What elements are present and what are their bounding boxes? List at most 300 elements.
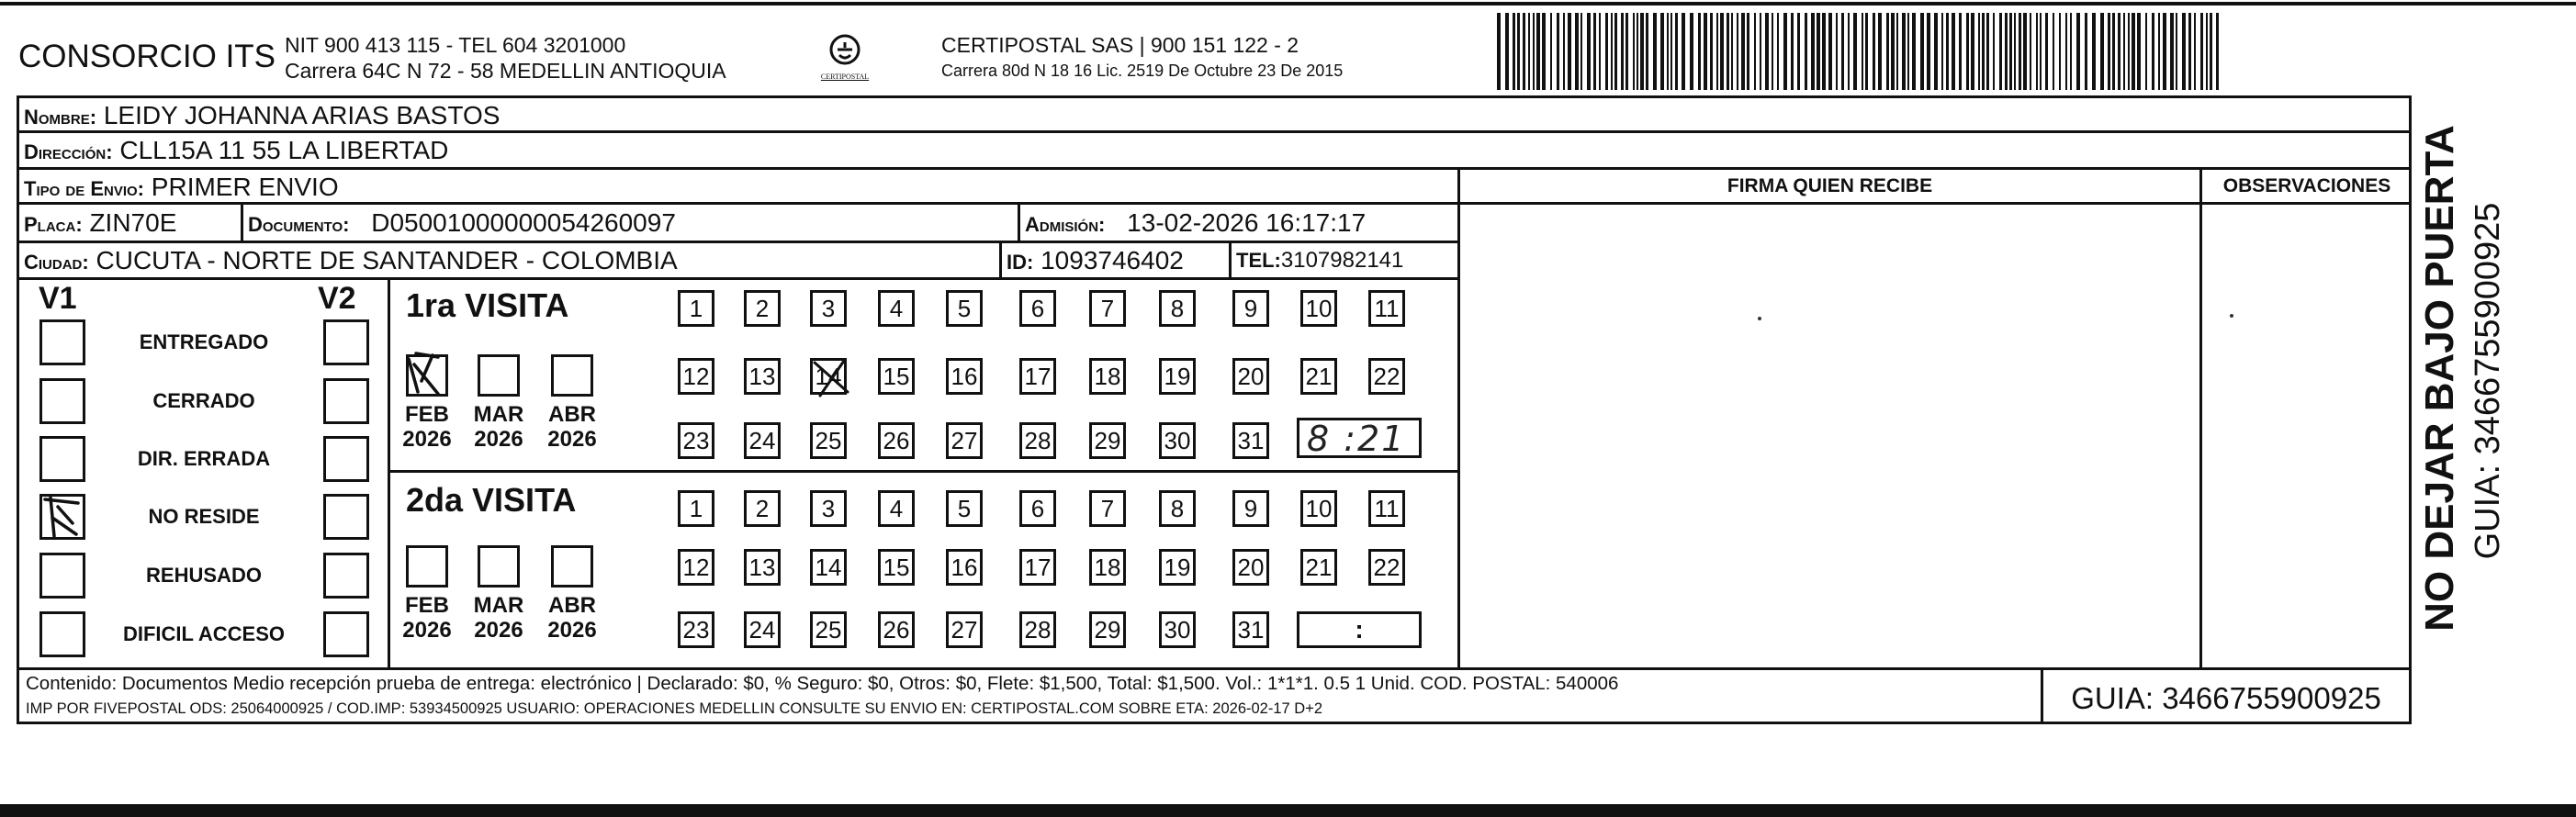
first-visit-time: 8 :21 — [1307, 419, 1406, 459]
firma-header: FIRMA QUIEN RECIBE — [1727, 175, 1933, 196]
barcode-bar — [1633, 13, 1635, 90]
day-box[interactable] — [678, 358, 714, 395]
barcode-bar — [2019, 13, 2021, 90]
day-box[interactable] — [744, 611, 781, 648]
barcode-bar — [1896, 13, 1898, 90]
day-number: 25 — [815, 427, 842, 454]
day-box[interactable] — [878, 422, 915, 459]
day-number: 8 — [1170, 295, 1185, 322]
month-checkbox-abr[interactable] — [551, 545, 593, 588]
barcode-bar — [2023, 13, 2027, 90]
month-label — [399, 593, 455, 643]
barcode-bar — [1754, 13, 1756, 90]
side-guia: GUIA: 3466755900925 — [2469, 202, 2507, 560]
month-checkbox-mar[interactable] — [478, 545, 520, 588]
v2-checkbox[interactable] — [323, 436, 369, 482]
form-bottom-border — [17, 722, 2412, 724]
barcode-bar — [2200, 13, 2203, 90]
reason-label: REHUSADO — [146, 564, 262, 587]
day-box[interactable] — [878, 290, 915, 327]
day-box[interactable] — [1368, 358, 1405, 395]
month-year: 2026 — [474, 618, 523, 643]
id-value: 1093746402 — [1041, 246, 1184, 274]
day-number: 14 — [815, 363, 842, 390]
day-box[interactable] — [810, 490, 847, 527]
signature-area[interactable] — [1460, 205, 2199, 667]
reason-label: DIFICIL ACCESO — [122, 622, 285, 645]
day-box[interactable] — [946, 549, 983, 586]
v1-checkbox[interactable] — [39, 436, 85, 482]
tipo-row — [24, 173, 339, 202]
day-box[interactable] — [946, 611, 983, 648]
barcode-bar — [1912, 13, 1916, 90]
day-number: 20 — [1237, 554, 1265, 581]
month-year: 2026 — [547, 427, 597, 452]
day-number: 22 — [1373, 363, 1400, 390]
visits-split-line — [388, 470, 1460, 473]
barcode-bar — [1505, 13, 1509, 90]
day-number: 23 — [682, 427, 710, 454]
day-number: 13 — [748, 554, 776, 581]
month-year: 2026 — [474, 427, 523, 452]
day-number: 7 — [1100, 295, 1115, 322]
barcode-bar — [1731, 13, 1733, 90]
day-number: 15 — [883, 554, 910, 581]
barcode-bar — [1952, 13, 1955, 90]
day-number: 17 — [1024, 363, 1052, 390]
day-number: 7 — [1100, 495, 1115, 522]
day-box[interactable] — [744, 422, 781, 459]
barcode-bar — [1891, 13, 1895, 90]
day-number: 25 — [815, 616, 842, 644]
barcode-bar — [1716, 13, 1718, 90]
v1-checkbox[interactable] — [39, 553, 85, 599]
v2-checkbox[interactable] — [323, 553, 369, 599]
v2-checkbox[interactable] — [323, 611, 369, 657]
barcode-bar — [1557, 13, 1559, 90]
form-top-border — [17, 95, 2412, 98]
day-box[interactable] — [810, 611, 847, 648]
day-box[interactable] — [878, 549, 915, 586]
barcode-bar — [1791, 13, 1794, 90]
admision-cell — [1025, 208, 1366, 238]
id-cell — [1007, 246, 1184, 275]
row-divider — [17, 277, 1460, 280]
cell-divider — [1229, 241, 1232, 277]
barcode-bar — [1747, 13, 1749, 90]
day-box[interactable] — [1019, 422, 1056, 459]
day-number: 21 — [1305, 363, 1333, 390]
barcode-bar — [2128, 13, 2130, 90]
day-number: 22 — [1373, 554, 1400, 581]
day-number: 4 — [889, 495, 904, 522]
day-number: 5 — [957, 295, 972, 322]
ciudad-value: CUCUTA - NORTE DE SANTANDER - COLOMBIA — [96, 246, 678, 274]
second-visit-title: 2da VISITA — [406, 481, 577, 519]
v1-label: V1 — [39, 281, 77, 316]
day-box[interactable] — [1019, 290, 1056, 327]
day-number: 18 — [1094, 363, 1121, 390]
barcode-bar — [2118, 13, 2120, 90]
day-number: 28 — [1024, 427, 1052, 454]
day-number: 24 — [748, 616, 776, 644]
day-number: 30 — [1164, 616, 1191, 644]
barcode-bar — [1777, 13, 1779, 90]
month-name: MAR — [473, 593, 524, 618]
day-box[interactable] — [744, 490, 781, 527]
stray-dot — [1758, 317, 1761, 320]
day-box[interactable] — [1019, 611, 1056, 648]
second-visit-time-box[interactable] — [1297, 611, 1422, 648]
day-number: 16 — [951, 363, 978, 390]
day-box[interactable] — [744, 549, 781, 586]
day-number: 12 — [682, 363, 710, 390]
day-box[interactable] — [678, 490, 714, 527]
barcode-bar — [1927, 13, 1930, 90]
month-name: MAR — [473, 402, 524, 427]
day-box[interactable] — [1368, 549, 1405, 586]
barcode-bar — [1848, 13, 1850, 90]
day-number: 30 — [1164, 427, 1191, 454]
day-box[interactable] — [1300, 290, 1337, 327]
month-checkbox-mar[interactable] — [478, 354, 520, 397]
day-box[interactable] — [678, 611, 714, 648]
barcode-bar — [1528, 13, 1530, 90]
barcode-bar — [1946, 13, 1949, 90]
barcode-bar — [1878, 13, 1882, 90]
v1-checkbox[interactable] — [39, 611, 85, 657]
barcode-bar — [1667, 13, 1669, 90]
day-box[interactable] — [810, 290, 847, 327]
barcode-bar — [1536, 13, 1540, 90]
day-number: 3 — [821, 295, 836, 322]
form-left-border — [17, 95, 19, 724]
barcode-bar — [2182, 13, 2186, 90]
barcode-bar — [1727, 13, 1729, 90]
day-box[interactable] — [744, 358, 781, 395]
day-box[interactable] — [810, 358, 847, 395]
barcode-bar — [2100, 13, 2104, 90]
day-box[interactable] — [1232, 549, 1269, 586]
day-box[interactable] — [1368, 290, 1405, 327]
barcode-bar — [1822, 13, 1826, 90]
day-box[interactable] — [1232, 290, 1269, 327]
day-box[interactable] — [1232, 422, 1269, 459]
day-box[interactable] — [946, 290, 983, 327]
day-number: 23 — [682, 616, 710, 644]
day-number: 19 — [1164, 554, 1191, 581]
day-box[interactable] — [1089, 490, 1126, 527]
day-number: 29 — [1094, 427, 1121, 454]
barcode — [1495, 13, 2230, 90]
month-checkbox-feb[interactable] — [406, 545, 448, 588]
row-divider — [17, 130, 2412, 133]
logo-text: CERTIPOSTAL — [820, 73, 870, 81]
day-number: 15 — [883, 363, 910, 390]
barcode-bar — [2170, 13, 2174, 90]
barcode-bar — [1698, 13, 1701, 90]
day-box[interactable] — [1019, 358, 1056, 395]
day-box[interactable] — [878, 490, 915, 527]
v1-checkbox[interactable] — [39, 319, 85, 365]
barcode-bar — [2070, 13, 2072, 90]
day-number: 16 — [951, 554, 978, 581]
barcode-bar — [1873, 13, 1875, 90]
month-name: ABR — [548, 402, 596, 427]
day-number: 14 — [815, 554, 842, 581]
day-number: 3 — [821, 495, 836, 522]
barcode-bar — [2176, 13, 2177, 90]
barcode-bar — [1907, 13, 1909, 90]
day-box[interactable] — [678, 422, 714, 459]
barcode-bar — [1986, 13, 1989, 90]
day-number: 12 — [682, 554, 710, 581]
barcode-bar — [1841, 13, 1844, 90]
barcode-bar — [1640, 13, 1644, 90]
barcode-bar — [1760, 13, 1761, 90]
barcode-bar — [1580, 13, 1582, 90]
second-visit-time: : — [1355, 615, 1364, 644]
barcode-bar — [1865, 13, 1868, 90]
barcode-bar — [1853, 13, 1857, 90]
day-number: 27 — [951, 427, 978, 454]
footer-line2: IMP POR FIVEPOSTAL ODS: 25064000925 / COD.IMP: 53934500925 USUARIO: OPERACIONES MEDELLIN CONSULTE SU ENVIO EN: CERTIPOSTAL.COM SOBRE ETA: 2026-02-17 D+2 — [26, 700, 1323, 717]
barcode-bar — [2014, 13, 2016, 90]
day-box[interactable] — [1159, 290, 1196, 327]
barcode-bar — [1720, 13, 1724, 90]
placa-value: ZIN70E — [89, 208, 177, 237]
barcode-bar — [2009, 13, 2012, 90]
barcode-bar — [1920, 13, 1924, 90]
month-label — [545, 593, 600, 643]
barcode-bar — [1828, 13, 1832, 90]
documento-label: Documento: — [248, 213, 350, 236]
barcode-bar — [2053, 13, 2054, 90]
day-number: 11 — [1374, 495, 1400, 522]
barcode-bar — [2216, 13, 2219, 90]
row-divider — [17, 202, 1460, 205]
company-name: CONSORCIO ITS — [18, 39, 276, 74]
row-divider — [17, 241, 1460, 243]
barcode-bar — [1497, 13, 1501, 90]
barcode-bar — [1660, 13, 1664, 90]
day-box[interactable] — [1159, 358, 1196, 395]
v1-checkbox[interactable] — [39, 494, 85, 540]
top-edge-line — [0, 2, 2576, 6]
barcode-bar — [2108, 13, 2110, 90]
month-label — [399, 402, 455, 452]
cell-divider — [999, 241, 1002, 277]
day-box[interactable] — [1300, 490, 1337, 527]
barcode-bar — [1621, 13, 1624, 90]
day-box[interactable] — [1300, 549, 1337, 586]
day-box[interactable] — [1159, 549, 1196, 586]
barcode-bar — [1941, 13, 1943, 90]
day-box[interactable] — [1089, 611, 1126, 648]
day-number: 17 — [1024, 554, 1052, 581]
v2-checkbox[interactable] — [323, 319, 369, 365]
day-box[interactable] — [946, 422, 983, 459]
day-box[interactable] — [1159, 611, 1196, 648]
month-name: FEB — [405, 593, 449, 618]
barcode-bar — [1523, 13, 1525, 90]
day-number: 27 — [951, 616, 978, 644]
month-checkbox-feb[interactable] — [406, 354, 448, 397]
day-box[interactable] — [1089, 549, 1126, 586]
barcode-bar — [1737, 13, 1738, 90]
barcode-bar — [2036, 13, 2038, 90]
day-box[interactable] — [1089, 358, 1126, 395]
barcode-bar — [2137, 13, 2141, 90]
barcode-bar — [1811, 13, 1815, 90]
barcode-bar — [1971, 13, 1974, 90]
footer-guia: GUIA: 3466755900925 — [2071, 681, 2381, 715]
barcode-bar — [2059, 13, 2061, 90]
day-number: 10 — [1305, 495, 1333, 522]
barcode-bar — [2188, 13, 2191, 90]
barcode-bar — [1599, 13, 1601, 90]
barcode-bar — [1675, 13, 1678, 90]
barcode-bar — [1862, 13, 1863, 90]
day-box[interactable] — [678, 549, 714, 586]
day-box[interactable] — [1368, 490, 1405, 527]
barcode-bar — [1704, 13, 1707, 90]
barcode-bar — [1765, 13, 1769, 90]
day-number: 20 — [1237, 363, 1265, 390]
direccion-label: Dirección: — [24, 140, 113, 163]
day-box[interactable] — [1232, 611, 1269, 648]
barcode-bar — [2210, 13, 2212, 90]
day-box[interactable] — [1232, 358, 1269, 395]
barcode-bar — [2145, 13, 2147, 90]
barcode-bar — [2194, 13, 2196, 90]
barcode-bar — [1513, 13, 1515, 90]
day-box[interactable] — [1019, 490, 1056, 527]
observaciones-header: OBSERVACIONES — [2222, 175, 2391, 196]
day-number: 21 — [1305, 554, 1333, 581]
barcode-bar — [1999, 13, 2002, 90]
day-number: 18 — [1094, 554, 1121, 581]
carrier-line1: CERTIPOSTAL SAS | 900 151 122 - 2 — [941, 33, 1299, 57]
day-box[interactable] — [878, 611, 915, 648]
row-divider — [17, 167, 2412, 170]
day-number: 2 — [755, 295, 770, 322]
barcode-bar — [1934, 13, 1938, 90]
barcode-bar — [1605, 13, 1608, 90]
day-box[interactable] — [1159, 490, 1196, 527]
barcode-bar — [1614, 13, 1617, 90]
barcode-bar — [2206, 13, 2208, 90]
logo-icon — [827, 33, 862, 66]
bottom-edge-band — [0, 804, 2576, 817]
day-number: 24 — [748, 427, 776, 454]
stray-dot — [2230, 314, 2233, 318]
barcode-bar — [1836, 13, 1838, 90]
tel-value: 3107982141 — [1280, 248, 1404, 273]
barcode-bar — [2085, 13, 2087, 90]
barcode-bar — [1575, 13, 1579, 90]
day-box[interactable] — [810, 549, 847, 586]
day-number: 28 — [1024, 616, 1052, 644]
day-number: 6 — [1030, 295, 1045, 322]
barcode-bar — [1902, 13, 1906, 90]
barcode-bar — [1653, 13, 1657, 90]
barcode-bar — [1982, 13, 1985, 90]
day-box[interactable] — [946, 490, 983, 527]
day-box[interactable] — [946, 358, 983, 395]
footer-line1: Contenido: Documentos Medio recepción prueba de entrega: electrónico | Declarado: $0, % Seguro: $0, Otros: $0, Flete: $1,500, Total: $1,500. Vol.: 1*1*1. 0.5 1 Unid. COD. POSTAL: 540006 — [26, 673, 1619, 694]
day-number: 10 — [1305, 295, 1333, 322]
barcode-bar — [1690, 13, 1693, 90]
day-box[interactable] — [1089, 422, 1126, 459]
reason-label: ENTREGADO — [139, 330, 269, 353]
day-number: 26 — [883, 616, 910, 644]
v1-checkbox[interactable] — [39, 378, 85, 424]
day-number: 4 — [889, 295, 904, 322]
day-number: 13 — [748, 363, 776, 390]
day-number: 1 — [689, 495, 703, 522]
nombre-row — [24, 101, 500, 130]
v2-checkbox[interactable] — [323, 494, 369, 540]
day-box[interactable] — [1300, 358, 1337, 395]
day-box[interactable] — [744, 290, 781, 327]
barcode-bar — [2030, 13, 2031, 90]
check-mark-icon — [807, 355, 853, 401]
carrier-line2: Carrera 80d N 18 16 Lic. 2519 De Octubre 23 De 2015 — [941, 62, 1344, 80]
day-box[interactable] — [1232, 490, 1269, 527]
month-checkbox-abr[interactable] — [551, 354, 593, 397]
footer-divider — [17, 667, 2412, 670]
placa-label: Placa: — [24, 213, 83, 236]
day-box[interactable] — [810, 422, 847, 459]
day-number: 2 — [755, 495, 770, 522]
month-name: FEB — [405, 402, 449, 427]
v2-label: V2 — [318, 281, 356, 316]
documento-cell — [248, 208, 676, 238]
day-number: 8 — [1170, 495, 1185, 522]
barcode-bar — [1978, 13, 1980, 90]
day-box[interactable] — [678, 290, 714, 327]
day-box[interactable] — [878, 358, 915, 395]
barcode-bar — [2076, 13, 2080, 90]
barcode-bar — [1593, 13, 1596, 90]
barcode-bar — [2092, 13, 2096, 90]
reason-label: CERRADO — [152, 389, 255, 412]
day-number: 11 — [1374, 295, 1400, 322]
barcode-bar — [1772, 13, 1773, 90]
nombre-label: Nombre: — [24, 106, 97, 129]
barcode-bar — [1533, 13, 1535, 90]
day-number: 31 — [1237, 616, 1265, 644]
day-box[interactable] — [1159, 422, 1196, 459]
day-box[interactable] — [1019, 549, 1056, 586]
barcode-bar — [1625, 13, 1628, 90]
company-line2: Carrera 64C N 72 - 58 MEDELLIN ANTIOQUIA — [285, 59, 726, 83]
month-year: 2026 — [402, 618, 452, 643]
first-visit-title: 1ra VISITA — [406, 286, 569, 324]
placa-cell — [24, 208, 176, 238]
first-visit-time-box[interactable] — [1297, 418, 1422, 458]
v2-checkbox[interactable] — [323, 378, 369, 424]
barcode-bar — [1886, 13, 1889, 90]
day-box[interactable] — [1089, 290, 1126, 327]
month-name: ABR — [548, 593, 596, 618]
direccion-row — [24, 136, 448, 165]
tel-label: TEL: — [1236, 249, 1281, 272]
barcode-bar — [1563, 13, 1565, 90]
month-label — [471, 593, 526, 643]
observations-area[interactable] — [2202, 205, 2409, 667]
